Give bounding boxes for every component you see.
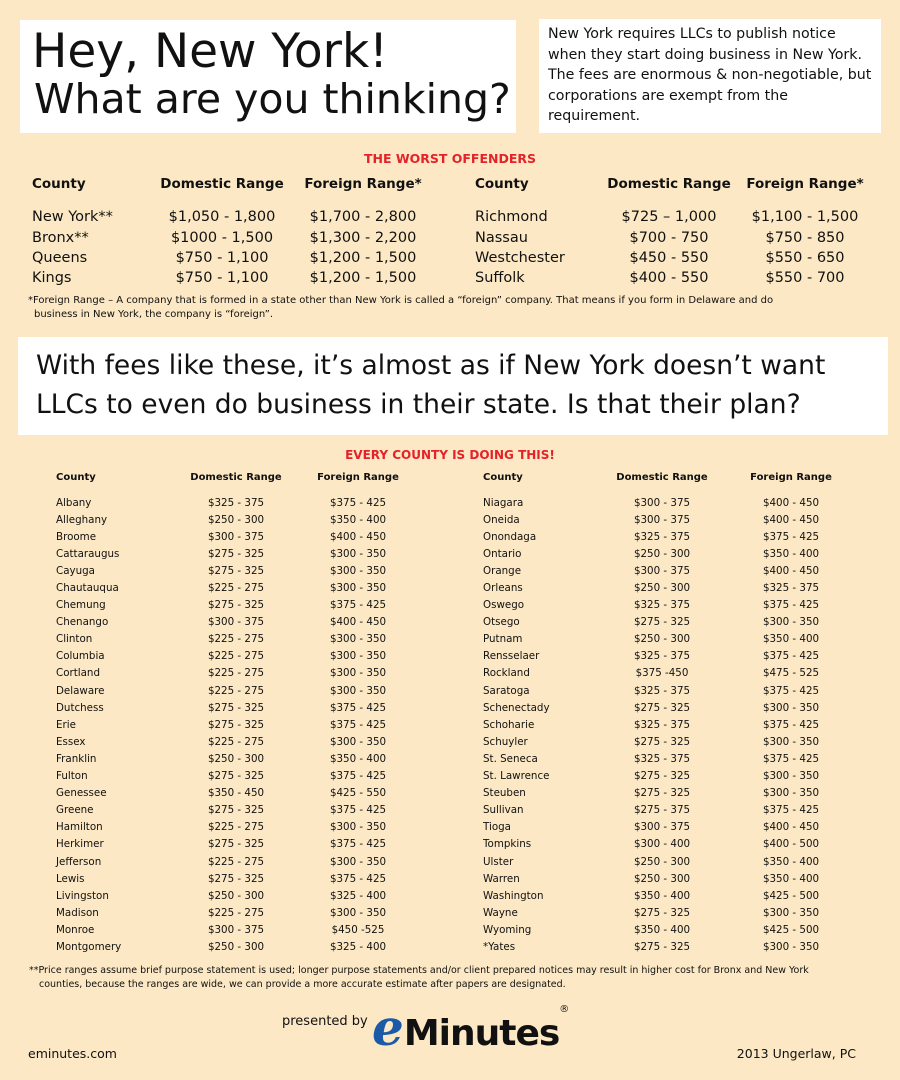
county-cell: Essex: [56, 735, 86, 748]
domestic-range-cell: $300 - 400: [633, 838, 691, 851]
county-cell: Wyoming: [483, 923, 532, 936]
foreign-range-cell: $375 - 425: [329, 701, 387, 714]
foreign-range-cell: $300 - 350: [762, 701, 820, 714]
table-row: [475, 207, 875, 227]
domestic-range-cell: $350 - 400: [633, 923, 691, 936]
county-cell: Queens: [32, 249, 88, 266]
domestic-range-cell: $275 - 325: [633, 940, 691, 953]
registered-mark: ®: [559, 1004, 570, 1015]
foreign-range-cell: $375 - 425: [329, 872, 387, 885]
table-row: [56, 511, 414, 528]
county-cell: Erie: [56, 718, 76, 731]
table-row: [475, 227, 875, 247]
domestic-range-cell: $300 - 375: [633, 821, 691, 834]
worst-offenders-table-right: [475, 176, 875, 289]
county-cell: Ontario: [483, 547, 522, 560]
county-cell: Schuyler: [483, 735, 528, 748]
county-cell: Steuben: [483, 787, 526, 800]
footnote-line: business in New York, the company is “foreign”.: [34, 308, 274, 320]
county-cell: Ulster: [483, 855, 514, 868]
county-cell: New York**: [32, 209, 113, 226]
county-cell: Chemung: [56, 599, 106, 612]
table-row: [483, 836, 851, 853]
domestic-range-cell: $750 - 1,100: [175, 270, 269, 287]
foreign-range-cell: $300 - 350: [762, 940, 820, 953]
foreign-range-cell: $300 - 350: [329, 650, 387, 663]
table-row: [56, 716, 414, 733]
domestic-range-cell: $225 - 275: [207, 735, 265, 748]
logo-e: e: [372, 998, 404, 1057]
table-row: [56, 768, 414, 785]
domestic-range-cell: $325 - 375: [633, 530, 691, 543]
table-row: [56, 545, 414, 562]
foreign-range-cell: $300 - 350: [329, 633, 387, 646]
table-row: [56, 819, 414, 836]
copyright-text: 2013 Ungerlaw, PC: [736, 1046, 856, 1061]
domestic-range-cell: $300 - 375: [633, 513, 691, 526]
foreign-range-cell: $350 - 400: [329, 513, 387, 526]
foreign-range-cell: $300 - 350: [762, 906, 820, 919]
foreign-range-cell: $375 - 425: [329, 496, 387, 509]
county-cell: Kings: [32, 270, 72, 287]
county-cell: Washington: [483, 889, 544, 902]
foreign-range-cell: $300 - 350: [329, 906, 387, 919]
price-range-footnote: [29, 964, 879, 992]
foreign-range-cell: $400 - 450: [762, 496, 820, 509]
table-row: [56, 836, 414, 853]
column-header: Domestic Range: [607, 176, 731, 192]
foreign-range-cell: $325 - 375: [762, 582, 820, 595]
county-cell: Sullivan: [483, 804, 524, 817]
domestic-range-cell: $325 - 375: [207, 496, 265, 509]
county-cell: Monroe: [56, 923, 95, 936]
table-row: [56, 631, 414, 648]
county-cell: Herkimer: [56, 838, 104, 851]
domestic-range-cell: $250 - 300: [633, 633, 691, 646]
county-cell: Alleghany: [56, 513, 108, 526]
county-cell: Orleans: [483, 582, 523, 595]
county-cell: Hamilton: [56, 821, 103, 834]
county-cell: Richmond: [475, 209, 548, 226]
domestic-range-cell: $275 - 325: [207, 718, 265, 731]
foreign-range-cell: $550 - 700: [765, 270, 845, 287]
column-header: County: [32, 176, 86, 192]
every-county-title: EVERY COUNTY IS DOING THIS!: [345, 448, 555, 462]
intro-box: [539, 19, 881, 133]
table-row: [56, 665, 414, 682]
domestic-range-cell: $275 - 325: [207, 599, 265, 612]
table-row: [483, 785, 851, 802]
domestic-range-cell: $250 - 300: [207, 940, 265, 953]
domestic-range-cell: $275 - 325: [633, 770, 691, 783]
county-table-left: [56, 472, 414, 956]
table-row: [56, 733, 414, 750]
domestic-range-cell: $1,050 - 1,800: [168, 209, 276, 226]
intro-text: New York requires LLCs to publish notice when they start doing business in New York. The fees are enormous & non-negotiable, but corporations are exempt from the requirement.: [548, 26, 872, 124]
county-cell: Cortland: [56, 667, 100, 680]
table-row: [483, 614, 851, 631]
table-row: [56, 853, 414, 870]
footnote-line: *Foreign Range – A company that is formed in a state other than New York is called a “foreign” company. That means if you form in Delaware and do: [28, 295, 774, 306]
table-row: [483, 665, 851, 682]
domestic-range-cell: $275 - 325: [207, 547, 265, 560]
county-cell: Genessee: [56, 787, 107, 800]
foreign-range-cell: $300 - 350: [762, 735, 820, 748]
county-cell: Chenango: [56, 616, 109, 629]
county-cell: Albany: [56, 496, 92, 509]
foreign-range-cell: $475 - 525: [762, 667, 820, 680]
table-row: [32, 268, 434, 288]
domestic-range-cell: $250 - 300: [207, 752, 265, 765]
county-cell: St. Lawrence: [483, 770, 550, 783]
county-cell: Wayne: [483, 906, 518, 919]
table-row: [475, 248, 875, 268]
footnote-line: **Price ranges assume brief purpose statement is used; longer purpose statements and/or client prepared notices may result in higher cost for Bronx and New York: [29, 965, 809, 976]
table-row: [483, 579, 851, 596]
table-row: [483, 938, 851, 955]
table-row: [56, 802, 414, 819]
table-row: [483, 887, 851, 904]
county-cell: Tompkins: [483, 838, 532, 851]
table-row: [56, 887, 414, 904]
county-cell: Broome: [56, 530, 97, 543]
county-cell: Cayuga: [56, 564, 95, 577]
foreign-range-cell: $1,100 - 1,500: [751, 209, 859, 226]
county-table-right: [483, 472, 851, 956]
worst-offenders-table-left: [32, 176, 434, 289]
county-cell: Greene: [56, 804, 94, 817]
column-header: Domestic Range: [160, 176, 284, 192]
county-cell: Delaware: [56, 684, 105, 697]
foreign-range-cell: $1,200 - 1,500: [309, 249, 417, 266]
column-header: County: [483, 472, 523, 483]
domestic-range-cell: $225 - 275: [207, 667, 265, 680]
domestic-range-cell: $275 - 325: [207, 838, 265, 851]
table-row: [56, 614, 414, 631]
foreign-range-cell: $325 - 400: [329, 940, 387, 953]
domestic-range-cell: $325 - 375: [633, 718, 691, 731]
column-header: Foreign Range: [317, 472, 399, 483]
foreign-range-cell: $375 - 425: [762, 752, 820, 765]
domestic-range-cell: $300 - 375: [207, 530, 265, 543]
foreign-range-cell: $375 - 425: [762, 684, 820, 697]
domestic-range-cell: $375 -450: [635, 667, 689, 680]
county-cell: Rockland: [483, 667, 530, 680]
domestic-range-cell: $275 - 325: [207, 770, 265, 783]
foreign-range-cell: $425 - 500: [762, 889, 820, 902]
eminutes-logo: [372, 998, 569, 1057]
foreign-range-cell: $550 - 650: [765, 249, 845, 266]
table-row: [56, 494, 414, 511]
foreign-range-cell: $300 - 350: [329, 735, 387, 748]
foreign-range-cell: $750 - 850: [765, 229, 845, 246]
worst-offenders-title: THE WORST OFFENDERS: [363, 151, 537, 166]
county-cell: Clinton: [56, 633, 93, 646]
table-row: [483, 494, 851, 511]
county-cell: Dutchess: [56, 701, 104, 714]
table-row: [475, 268, 875, 288]
foreign-range-cell: $1,700 - 2,800: [309, 209, 417, 226]
domestic-range-cell: $1000 - 1,500: [170, 229, 274, 246]
table-row: [56, 648, 414, 665]
table-row: [56, 597, 414, 614]
foreign-range-cell: $350 - 400: [329, 752, 387, 765]
table-row: [483, 750, 851, 767]
county-cell: Franklin: [56, 752, 97, 765]
domestic-range-cell: $225 - 275: [207, 906, 265, 919]
quote-box: [18, 337, 888, 435]
domestic-range-cell: $250 - 300: [633, 872, 691, 885]
foreign-range-cell: $375 - 425: [329, 838, 387, 851]
foreign-range-cell: $300 - 350: [762, 787, 820, 800]
domestic-range-cell: $325 - 375: [633, 650, 691, 663]
county-cell: Schenectady: [483, 701, 550, 714]
foreign-range-cell: $375 - 425: [762, 650, 820, 663]
county-cell: Fulton: [56, 770, 88, 783]
table-row: [56, 921, 414, 938]
quote-line1: With fees like these, it’s almost as if New York doesn’t want: [36, 350, 826, 381]
column-header: Domestic Range: [190, 472, 282, 483]
table-row: [32, 207, 434, 227]
table-row: [56, 870, 414, 887]
foreign-range-cell: $375 - 425: [762, 718, 820, 731]
domestic-range-cell: $250 - 300: [207, 889, 265, 902]
table-row: [483, 870, 851, 887]
table-row: [483, 716, 851, 733]
county-cell: St. Seneca: [483, 752, 538, 765]
table-row: [56, 579, 414, 596]
foreign-range-cell: $375 - 425: [762, 530, 820, 543]
table-row: [483, 545, 851, 562]
foreign-range-cell: $1,300 - 2,200: [309, 229, 417, 246]
table-row: [56, 938, 414, 955]
county-cell: *Yates: [483, 940, 516, 953]
foreign-range-cell: $375 - 425: [329, 718, 387, 731]
table-row: [32, 227, 434, 247]
county-cell: Cattaraugus: [56, 547, 120, 560]
county-cell: Onondaga: [483, 530, 537, 543]
domestic-range-cell: $225 - 275: [207, 633, 265, 646]
headline-line2: What are you thinking?: [34, 75, 511, 123]
column-header: Foreign Range: [750, 472, 832, 483]
table-row: [483, 768, 851, 785]
table-row: [483, 904, 851, 921]
domestic-range-cell: $225 - 275: [207, 582, 265, 595]
table-row: [56, 785, 414, 802]
county-cell: Bronx**: [32, 229, 89, 246]
foreign-range-cell: $300 - 350: [329, 582, 387, 595]
domestic-range-cell: $325 - 375: [633, 684, 691, 697]
county-cell: Tioga: [483, 821, 511, 834]
table-row: [483, 648, 851, 665]
table-row: [483, 921, 851, 938]
domestic-range-cell: $275 - 325: [207, 804, 265, 817]
foreign-range-cell: $300 - 350: [329, 821, 387, 834]
foreign-range-cell: $325 - 400: [329, 889, 387, 902]
foreign-range-cell: $1,200 - 1,500: [309, 270, 417, 287]
county-cell: Livingston: [56, 889, 109, 902]
column-header: Domestic Range: [616, 472, 708, 483]
foreign-range-cell: $425 - 500: [762, 923, 820, 936]
foreign-range-cell: $400 - 500: [762, 838, 820, 851]
headline-box: [20, 20, 516, 133]
table-header-row: [56, 472, 414, 494]
quote-text: [18, 337, 888, 424]
foreign-range-cell: $300 - 350: [329, 564, 387, 577]
county-cell: Oswego: [483, 599, 525, 612]
county-cell: Suffolk: [475, 270, 525, 287]
table-row: [483, 819, 851, 836]
domestic-range-cell: $225 - 275: [207, 650, 265, 663]
footnote-line: counties, because the ranges are wide, we can provide a more accurate estimate after papers are designated.: [39, 979, 566, 990]
county-cell: Columbia: [56, 650, 105, 663]
column-header: County: [56, 472, 96, 483]
foreign-range-cell: $300 - 350: [762, 616, 820, 629]
foreign-range-cell: $425 - 550: [329, 787, 387, 800]
table-row: [56, 699, 414, 716]
website-url: eminutes.com: [28, 1046, 117, 1061]
foreign-range-cell: $375 - 425: [762, 599, 820, 612]
domestic-range-cell: $275 - 325: [633, 701, 691, 714]
county-cell: Chautauqua: [56, 582, 119, 595]
domestic-range-cell: $400 - 550: [629, 270, 709, 287]
domestic-range-cell: $250 - 300: [633, 855, 691, 868]
county-cell: Saratoga: [483, 684, 530, 697]
county-cell: Warren: [483, 872, 520, 885]
table-row: [56, 682, 414, 699]
foreign-range-cell: $375 - 425: [329, 804, 387, 817]
foreign-range-cell: $300 - 350: [762, 770, 820, 783]
headline-line1: Hey, New York!: [32, 24, 389, 79]
domestic-range-cell: $725 – 1,000: [621, 209, 717, 226]
foreign-range-cell: $400 - 450: [762, 821, 820, 834]
column-header: Foreign Range*: [304, 176, 422, 192]
county-cell: Montgomery: [56, 940, 122, 953]
county-cell: Jefferson: [56, 855, 102, 868]
county-cell: Madison: [56, 906, 99, 919]
table-header-row: [475, 176, 875, 201]
table-row: [483, 511, 851, 528]
county-cell: Orange: [483, 564, 522, 577]
county-cell: Lewis: [56, 872, 85, 885]
domestic-range-cell: $325 - 375: [633, 599, 691, 612]
domestic-range-cell: $250 - 300: [633, 582, 691, 595]
domestic-range-cell: $300 - 375: [207, 923, 265, 936]
domestic-range-cell: $275 - 325: [207, 701, 265, 714]
domestic-range-cell: $275 - 325: [633, 787, 691, 800]
domestic-range-cell: $275 - 325: [633, 906, 691, 919]
presented-by-label: presented by: [282, 1014, 368, 1029]
foreign-range-cell: $375 - 425: [329, 599, 387, 612]
column-header: Foreign Range*: [746, 176, 864, 192]
table-row: [56, 904, 414, 921]
table-row: [56, 750, 414, 767]
domestic-range-cell: $225 - 275: [207, 684, 265, 697]
domestic-range-cell: $275 - 325: [633, 616, 691, 629]
foreign-range-cell: $300 - 350: [329, 684, 387, 697]
domestic-range-cell: $275 - 375: [633, 804, 691, 817]
domestic-range-cell: $275 - 325: [207, 564, 265, 577]
domestic-range-cell: $225 - 275: [207, 855, 265, 868]
table-row: [483, 631, 851, 648]
domestic-range-cell: $250 - 300: [633, 547, 691, 560]
county-cell: Oneida: [483, 513, 520, 526]
table-row: [483, 853, 851, 870]
foreign-range-cell: $375 - 425: [329, 770, 387, 783]
foreign-range-cell: $350 - 400: [762, 547, 820, 560]
table-row: [483, 682, 851, 699]
foreign-range-cell: $400 - 450: [762, 564, 820, 577]
table-header-row: [32, 176, 434, 201]
foreign-range-cell: $300 - 350: [329, 855, 387, 868]
county-cell: Westchester: [475, 249, 565, 266]
foreign-range-cell: $300 - 350: [329, 667, 387, 680]
foreign-range-cell: $350 - 400: [762, 855, 820, 868]
domestic-range-cell: $350 - 450: [207, 787, 265, 800]
foreign-range-cell: $450 -525: [331, 923, 385, 936]
domestic-range-cell: $700 - 750: [629, 229, 709, 246]
table-row: [483, 733, 851, 750]
county-cell: Schoharie: [483, 718, 535, 731]
domestic-range-cell: $350 - 400: [633, 889, 691, 902]
domestic-range-cell: $275 - 325: [633, 735, 691, 748]
table-row: [56, 528, 414, 545]
domestic-range-cell: $450 - 550: [629, 249, 709, 266]
table-row: [483, 699, 851, 716]
table-row: [32, 248, 434, 268]
table-header-row: [483, 472, 851, 494]
table-row: [483, 528, 851, 545]
column-header: County: [475, 176, 529, 192]
domestic-range-cell: $225 - 275: [207, 821, 265, 834]
domestic-range-cell: $300 - 375: [633, 496, 691, 509]
county-cell: Putnam: [483, 633, 523, 646]
foreign-range-cell: $400 - 450: [329, 530, 387, 543]
domestic-range-cell: $325 - 375: [633, 752, 691, 765]
foreign-range-cell: $300 - 350: [329, 547, 387, 560]
table-row: [56, 562, 414, 579]
table-row: [483, 802, 851, 819]
county-cell: Niagara: [483, 496, 524, 509]
county-cell: Otsego: [483, 616, 520, 629]
county-cell: Nassau: [475, 229, 528, 246]
quote-line2: LLCs to even do business in their state. Is that their plan?: [36, 389, 801, 420]
foreign-range-cell: $350 - 400: [762, 633, 820, 646]
table-row: [483, 562, 851, 579]
table-row: [483, 597, 851, 614]
domestic-range-cell: $250 - 300: [207, 513, 265, 526]
foreign-range-cell: $400 - 450: [329, 616, 387, 629]
foreign-range-cell: $350 - 400: [762, 872, 820, 885]
domestic-range-cell: $300 - 375: [633, 564, 691, 577]
domestic-range-cell: $750 - 1,100: [175, 249, 269, 266]
domestic-range-cell: $275 - 325: [207, 872, 265, 885]
foreign-range-cell: $400 - 450: [762, 513, 820, 526]
foreign-range-footnote: [28, 294, 878, 321]
foreign-range-cell: $375 - 425: [762, 804, 820, 817]
domestic-range-cell: $300 - 375: [207, 616, 265, 629]
county-cell: Rensselaer: [483, 650, 540, 663]
logo-wordmark: Minutes: [403, 1013, 560, 1054]
